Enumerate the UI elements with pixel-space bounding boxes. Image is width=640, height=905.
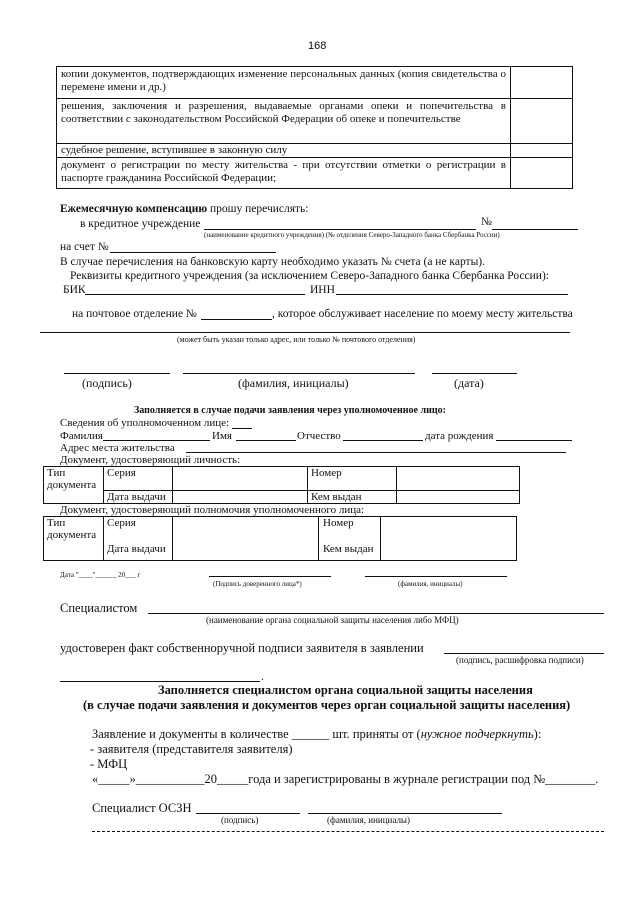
- table-row: копии документов, подтверждающих изменение персональных данных (копия свидетельства о перемене имени и др.): [61, 68, 506, 93]
- credit-institution-hint: (наименование кредитного учреждения) (№ отделения Северо-Западного банка Сбербанка России): [204, 231, 500, 239]
- fio-label: (фамилия, инициалы): [238, 376, 349, 390]
- bottom-dashed-line: [92, 831, 604, 832]
- name-label: Имя: [212, 430, 232, 442]
- option-mfc[interactable]: - МФЦ: [90, 757, 128, 771]
- number-label: Номер: [323, 517, 354, 529]
- post-office-hint: (может быть указан только адрес, или только № почтового отделения): [177, 335, 416, 344]
- number-sign: №: [481, 216, 492, 228]
- doc-type-label-2: документа: [47, 529, 97, 541]
- post-office-label: на почтовое отделение №: [72, 308, 197, 320]
- address-label: Адрес места жительства: [60, 442, 175, 454]
- specialist-org-field[interactable]: [148, 613, 604, 614]
- doc-type-label-2: документа: [47, 479, 97, 491]
- account-number-field[interactable]: [110, 252, 276, 253]
- trailing-dot: .: [261, 671, 264, 683]
- certified-sign-hint: (подпись, расшифровка подписи): [456, 655, 584, 665]
- oszn-fio-field[interactable]: [308, 813, 502, 814]
- account-label: на счет №: [60, 241, 109, 253]
- date-field[interactable]: [432, 373, 517, 374]
- post-office-field[interactable]: [201, 319, 272, 320]
- proxy-address-field[interactable]: [186, 452, 566, 453]
- card-note: В случае перечисления на банковскую карту необходимо указать № счета (а не карты).: [60, 256, 486, 268]
- proxy-fio-hint: (фамилия, инициалы): [398, 580, 463, 588]
- bik-field[interactable]: [85, 294, 305, 295]
- issue-date-label: Дата выдачи: [107, 543, 166, 555]
- number-label: Номер: [311, 467, 342, 479]
- date-label: (дата): [454, 376, 484, 390]
- address-field[interactable]: [40, 332, 570, 333]
- patronymic-field[interactable]: [343, 440, 423, 441]
- signature-label: (подпись): [82, 376, 132, 390]
- proxy-title: Заполняется в случае подачи заявления через уполномоченное лицо:: [134, 405, 446, 416]
- surname-field[interactable]: [103, 440, 210, 441]
- table-row: судебное решение, вступившее в законную силу: [61, 144, 288, 156]
- compensation-heading: Ежемесячную компенсацию прошу перечислять:: [60, 203, 309, 215]
- name-field[interactable]: [236, 440, 296, 441]
- table-row: документ о регистрации по месту жительства - при отсутствии отметки о регистрации в паспорте гражданина Российской Федерации;: [61, 159, 506, 184]
- proxy-signature-field[interactable]: [209, 576, 331, 577]
- table-row: решения, заключения и разрешения, выдаваемые органами опеки и попечительства в соответствии с законодательством Российской Федерации об опеке и попечительстве: [61, 100, 506, 125]
- birth-date-field[interactable]: [496, 440, 572, 441]
- specialist-label: Специалистом: [60, 601, 138, 615]
- patronymic-label: Отчество: [297, 430, 341, 442]
- credit-institution-field[interactable]: [204, 229, 476, 230]
- option-applicant[interactable]: - заявителя (представителя заявителя): [90, 742, 293, 756]
- bik-label: БИК: [63, 284, 86, 296]
- oszn-fio-hint: (фамилия, инициалы): [327, 815, 410, 825]
- doc-type-label-1: Тип: [47, 517, 66, 529]
- certified-text: удостоверен факт собственноручной подписи заявителя в заявлении: [60, 641, 424, 655]
- signature-field[interactable]: [64, 373, 170, 374]
- surname-label: Фамилия: [60, 430, 103, 442]
- requisites-label: Реквизиты кредитного учреждения (за исключением Северо-Западного банка Сбербанка России):: [70, 270, 549, 282]
- oszn-title-2: (в случае подачи заявления и документов через орган социальной защиты населения): [83, 698, 571, 712]
- fio-field[interactable]: [183, 373, 415, 374]
- issue-date-label: Дата выдачи: [107, 491, 166, 503]
- issued-by-label: Кем выдан: [311, 491, 362, 503]
- proxy-info-line: [232, 428, 252, 429]
- credit-institution-label: в кредитное учреждение: [80, 218, 201, 230]
- certified-sign-field[interactable]: [444, 653, 604, 654]
- registration-line: «_____»___________20_____года и зарегистрированы в журнале регистрации под №________.: [92, 772, 599, 786]
- page-number: 168: [308, 40, 327, 52]
- proxy-sign-hint: (Подпись доверенного лица*): [213, 580, 302, 588]
- proxy-fio-field[interactable]: [365, 576, 507, 577]
- oszn-sign-hint: (подпись): [221, 815, 259, 825]
- proxy-date-line: Дата "____"______ 20___ г: [60, 571, 141, 579]
- oszn-specialist-label: Специалист ОСЗН: [92, 801, 192, 815]
- accepted-text: Заявление и документы в количестве ______ шт. приняты от (нужное подчеркнуть):: [92, 727, 542, 741]
- id-doc-title: Документ, удостоверяющий личность:: [60, 454, 241, 466]
- inn-field[interactable]: [336, 294, 568, 295]
- oszn-title-1: Заполняется специалистом органа социальной защиты населения: [158, 683, 533, 697]
- doc-type-label-1: Тип: [47, 467, 66, 479]
- oszn-signature-field[interactable]: [196, 813, 300, 814]
- inn-label: ИНН: [310, 284, 335, 296]
- post-office-rest: , которое обслуживает население по моему месту жительства: [272, 308, 573, 320]
- series-label: Серия: [107, 467, 136, 479]
- branch-number-field[interactable]: [492, 229, 578, 230]
- series-label: Серия: [107, 517, 136, 529]
- auth-doc-title: Документ, удостоверяющий полномочия уполномоченного лица:: [60, 504, 365, 516]
- proxy-info-label: Сведения об уполномоченном лице:: [60, 417, 230, 429]
- birth-date-label: дата рождения: [425, 430, 494, 442]
- issued-by-label: Кем выдан: [323, 543, 374, 555]
- specialist-org-hint: (наименование органа социальной защиты населения либо МФЦ): [206, 615, 459, 625]
- specialist-extra-field[interactable]: [60, 681, 260, 682]
